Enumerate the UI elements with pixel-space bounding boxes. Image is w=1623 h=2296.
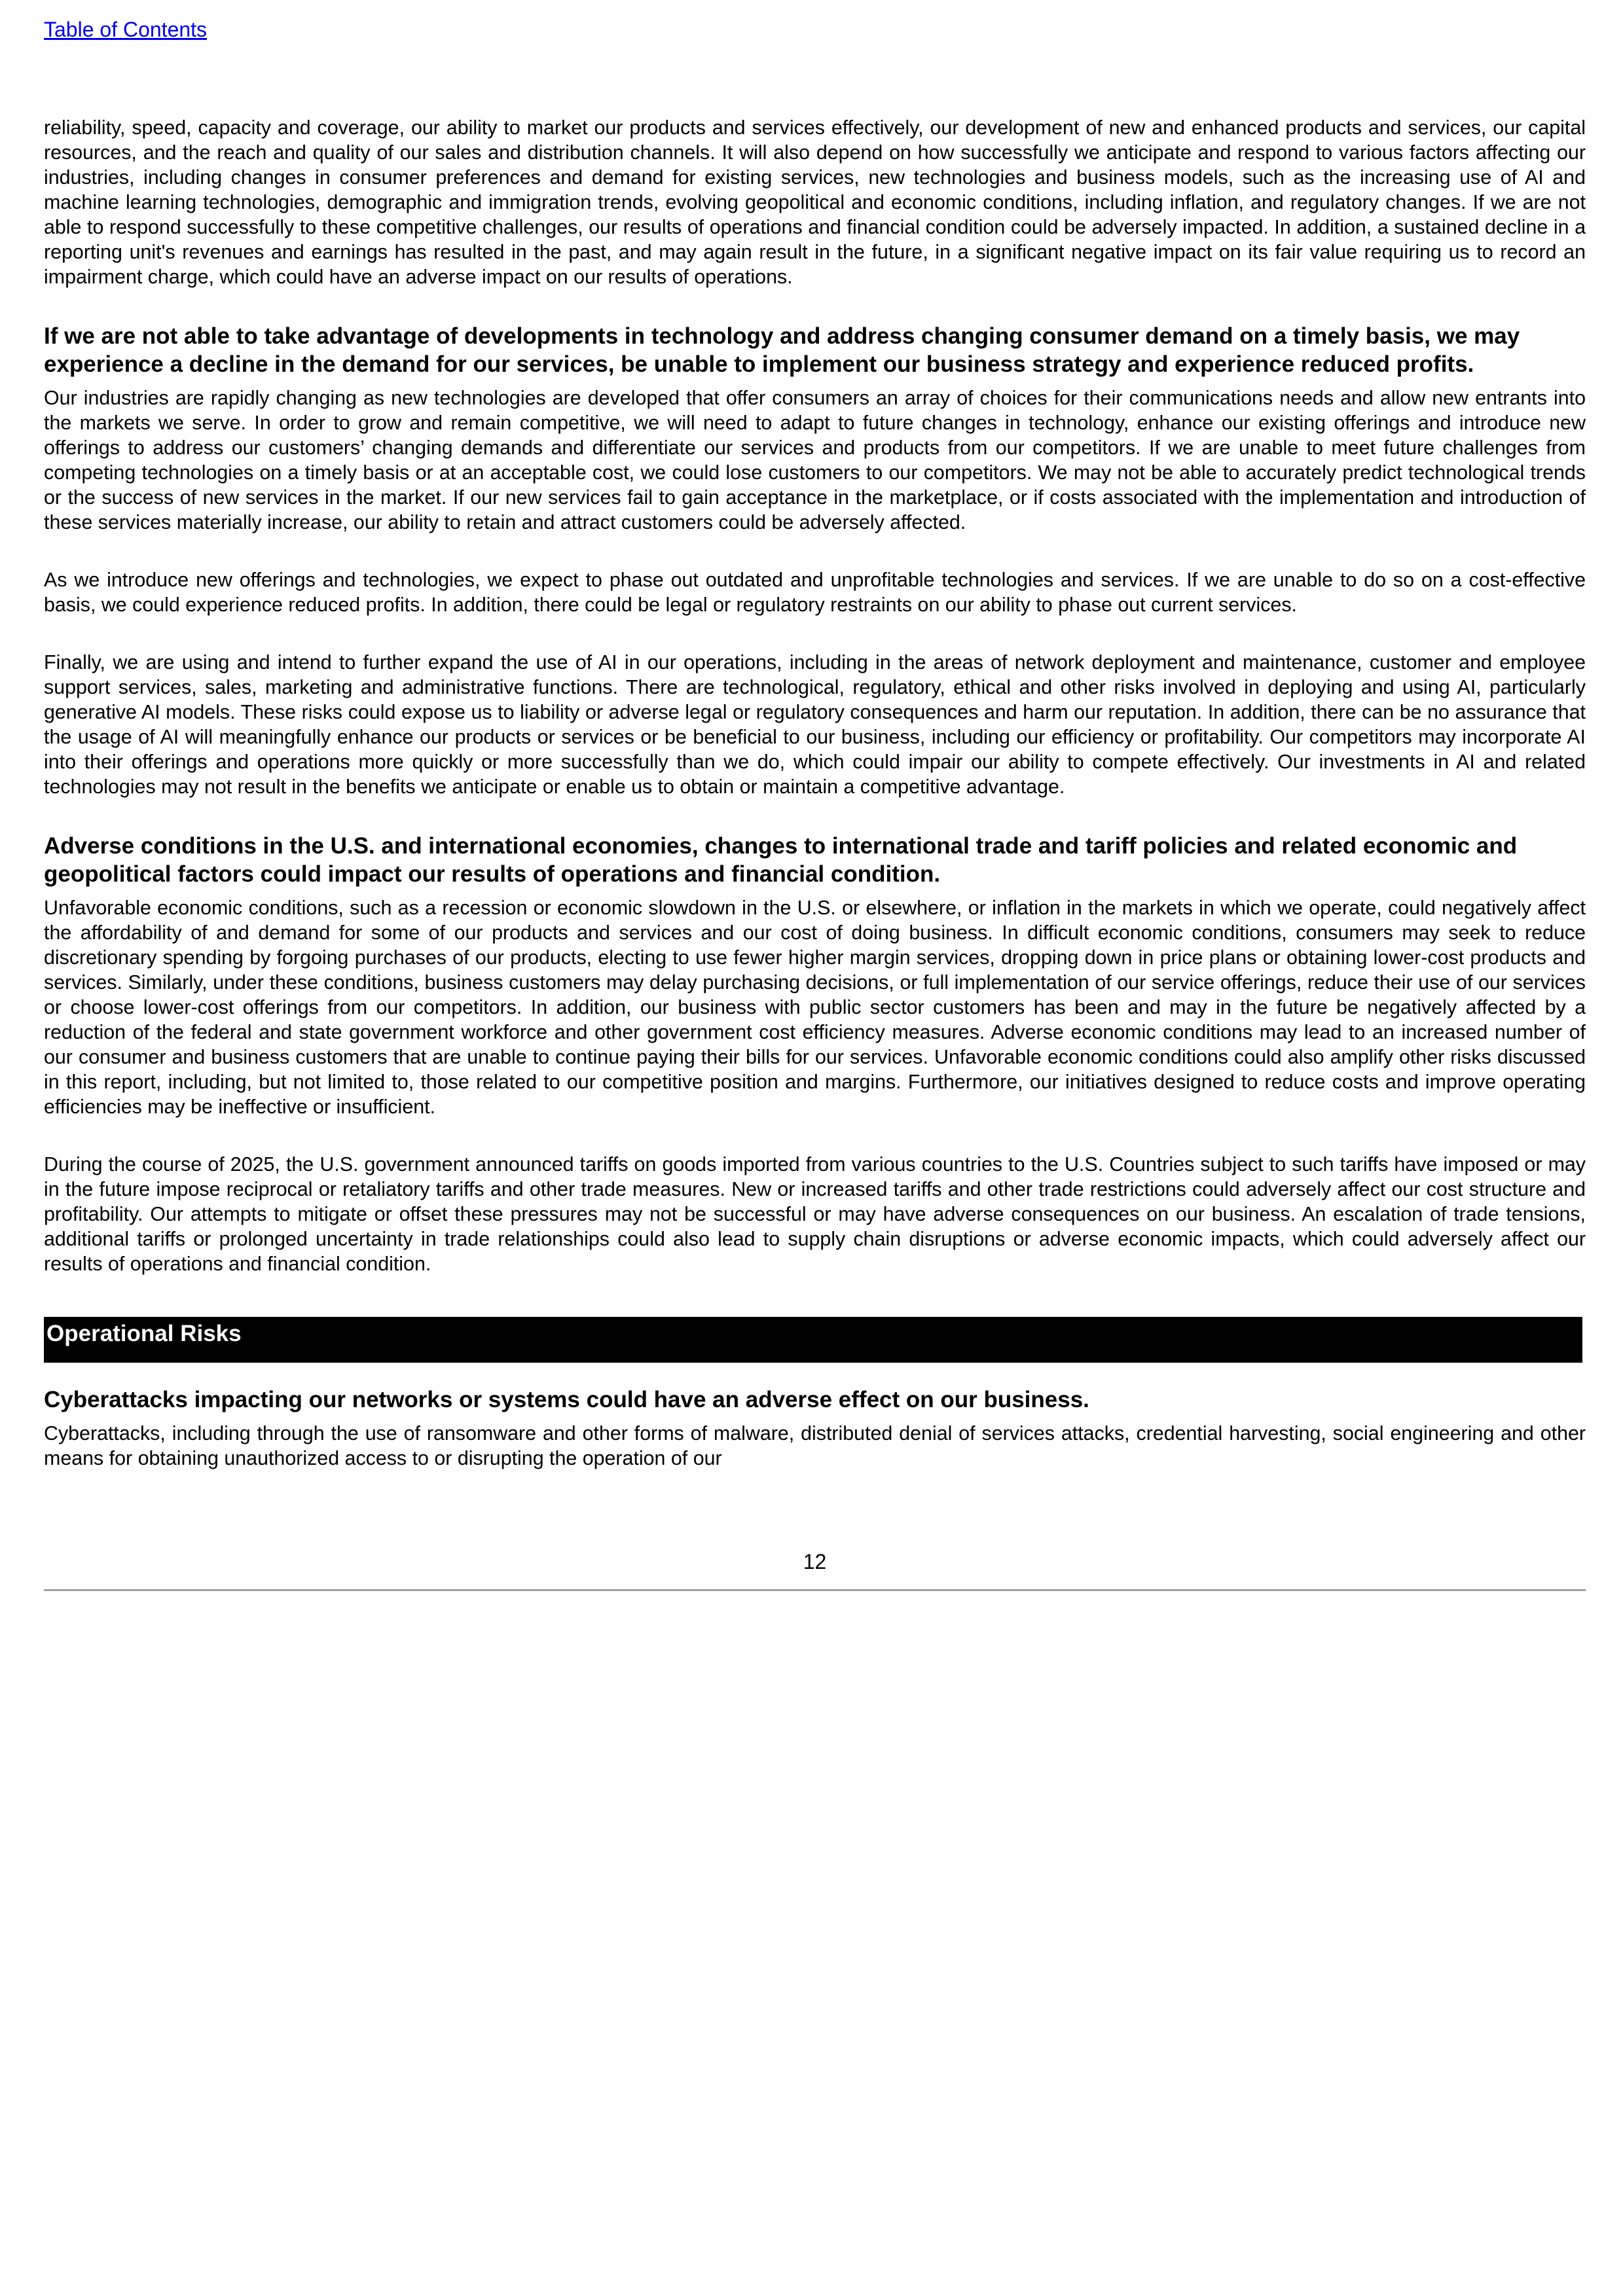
page-number: 12: [803, 1550, 827, 1573]
economy-paragraph-1: Unfavorable economic conditions, such as a recession or economic slowdown in the U.S. or elsewhere, or inflation in the markets in which we operate, could negatively affect the affordability of and demand for some of our products and services and our cost of doing business. In difficult economic conditions, consumers may seek to reduce discretionary spending by forgoing purchases of our products, electing to use fewer higher margin services, dropping down in price plans or obtaining lower-cost products and services. Similarly, under these conditions, business customers may delay purchasing decisions, or full implementation of our service offerings, reduce their use of our services or choose lower-cost offerings from our competitors. In addition, our business with public sector customers has been and may in the future be negatively affected by a reduction of the federal and state government workforce and other government cost efficiency measures. Adverse economic conditions may lead to an increased number of our consumer and business customers that are unable to continue paying their bills for our services. Unfavorable economic conditions could also amplify other risks discussed in this report, including, but not limited to, those related to our competitive position and margins. Furthermore, our initiatives designed to reduce costs and improve operating efficiencies may be ineffective or insufficient.: [44, 897, 1586, 1118]
economy-paragraph-2: During the course of 2025, the U.S. government announced tariffs on goods imported from various countries to the U.S. Countries subject to such tariffs have imposed or may in the future impose reciprocal or retaliatory tariffs and other trade measures. New or increased tariffs and other trade restrictions could adversely affect our cost structure and profitability. Our attempts to mitigate or offset these pressures may not be successful or may have adverse consequences on our business. An escalation of trade tensions, additional tariffs or prolonged uncertainty in trade relationships could also lead to supply chain disruptions or adverse economic impacts, which could adversely affect our results of operations and financial condition.: [44, 1153, 1586, 1275]
technology-paragraph-2: As we introduce new offerings and technologies, we expect to phase out outdated and unprofitable technologies and services. If we are unable to do so on a cost-effective basis, we could experience reduced profits. In addition, there could be legal or regulatory restraints on our ability to phase out current services.: [44, 569, 1586, 616]
cyberattack-paragraph: Cyberattacks, including through the use of ransomware and other forms of malware, distributed denial of services attacks, credential harvesting, social engineering and other means for obtaining unauthorized access to or disrupting the operation of our: [44, 1422, 1586, 1469]
operational-risks-section-bar: Operational Risks: [44, 1317, 1582, 1363]
competition-paragraph: reliability, speed, capacity and coverage, our ability to market our products and services effectively, our development of new and enhanced products and services, our capital resources, and the reach and quality of our sales and distribution channels. It will also depend on how successfully we anticipate and respond to various factors affecting our industries, including changes in consumer preferences and demand for existing services, new technologies and business models, such as the increasing use of AI and machine learning technologies, demographic and immigration trends, evolving geopolitical and economic conditions, including inflation, and regulatory changes. If we are not able to respond successfully to these competitive challenges, our results of operations and financial condition could be adversely impacted. In addition, a sustained decline in a reporting unit's revenues and earnings has resulted in the past, and may again result in the future, in a significant negative impact on its fair value requiring us to record an impairment charge, which could have an adverse impact on our results of operations.: [44, 117, 1586, 288]
technology-risk-heading: If we are not able to take advantage of developments in technology and address changing consumer demand on a timely basis, we may experience a decline in the demand for our services, be unable to implement our business strategy and experience reduced profits.: [44, 323, 1520, 377]
risk-factors-content: [44, 115, 1586, 1276]
table-of-contents-link[interactable]: Table of Contents: [44, 18, 208, 41]
cyberattack-risk-heading: Cyberattacks impacting our networks or systems could have an adverse effect on our business.: [44, 1387, 1089, 1412]
page-divider: [44, 1589, 1586, 1591]
technology-paragraph-1: Our industries are rapidly changing as new technologies are developed that offer consumers an array of choices for their communications needs and allow new entrants into the markets we serve. In order to grow and remain competitive, we will need to adapt to future changes in technology, enhance our existing offerings and introduce new offerings to address our customers’ changing demands and differentiate our services and products from our competitors. If we are unable to meet future challenges from competing technologies on a timely basis or at an acceptable cost, we could lose customers to our competitors. We may not be able to accurately predict technological trends or the success of new services in the market. If our new services fail to gain acceptance in the marketplace, or if costs associated with the implementation and introduction of these services materially increase, our ability to retain and attract customers could be adversely affected.: [44, 387, 1586, 533]
economy-risk-heading: Adverse conditions in the U.S. and international economies, changes to international trade and tariff policies and related economic and geopolitical factors could impact our results of operations and financial condition.: [44, 833, 1518, 887]
technology-paragraph-3: Finally, we are using and intend to further expand the use of AI in our operations, including in the areas of network deployment and maintenance, customer and employee support services, sales, marketing and administrative functions. There are technological, regulatory, ethical and other risks involved in deploying and using AI, particularly generative AI models. These risks could expose us to liability or adverse legal or regulatory consequences and harm our reputation. In addition, there can be no assurance that the usage of AI will meaningfully enhance our products or services or be beneficial to our business, including our efficiency or profitability. Our competitors may incorporate AI into their offerings and operations more quickly or more successfully than we do, which could impair our ability to compete effectively. Our investments in AI and related technologies may not result in the benefits we anticipate or enable us to obtain or maintain a competitive advantage.: [44, 651, 1586, 798]
operational-risks-content: [44, 1386, 1586, 1471]
